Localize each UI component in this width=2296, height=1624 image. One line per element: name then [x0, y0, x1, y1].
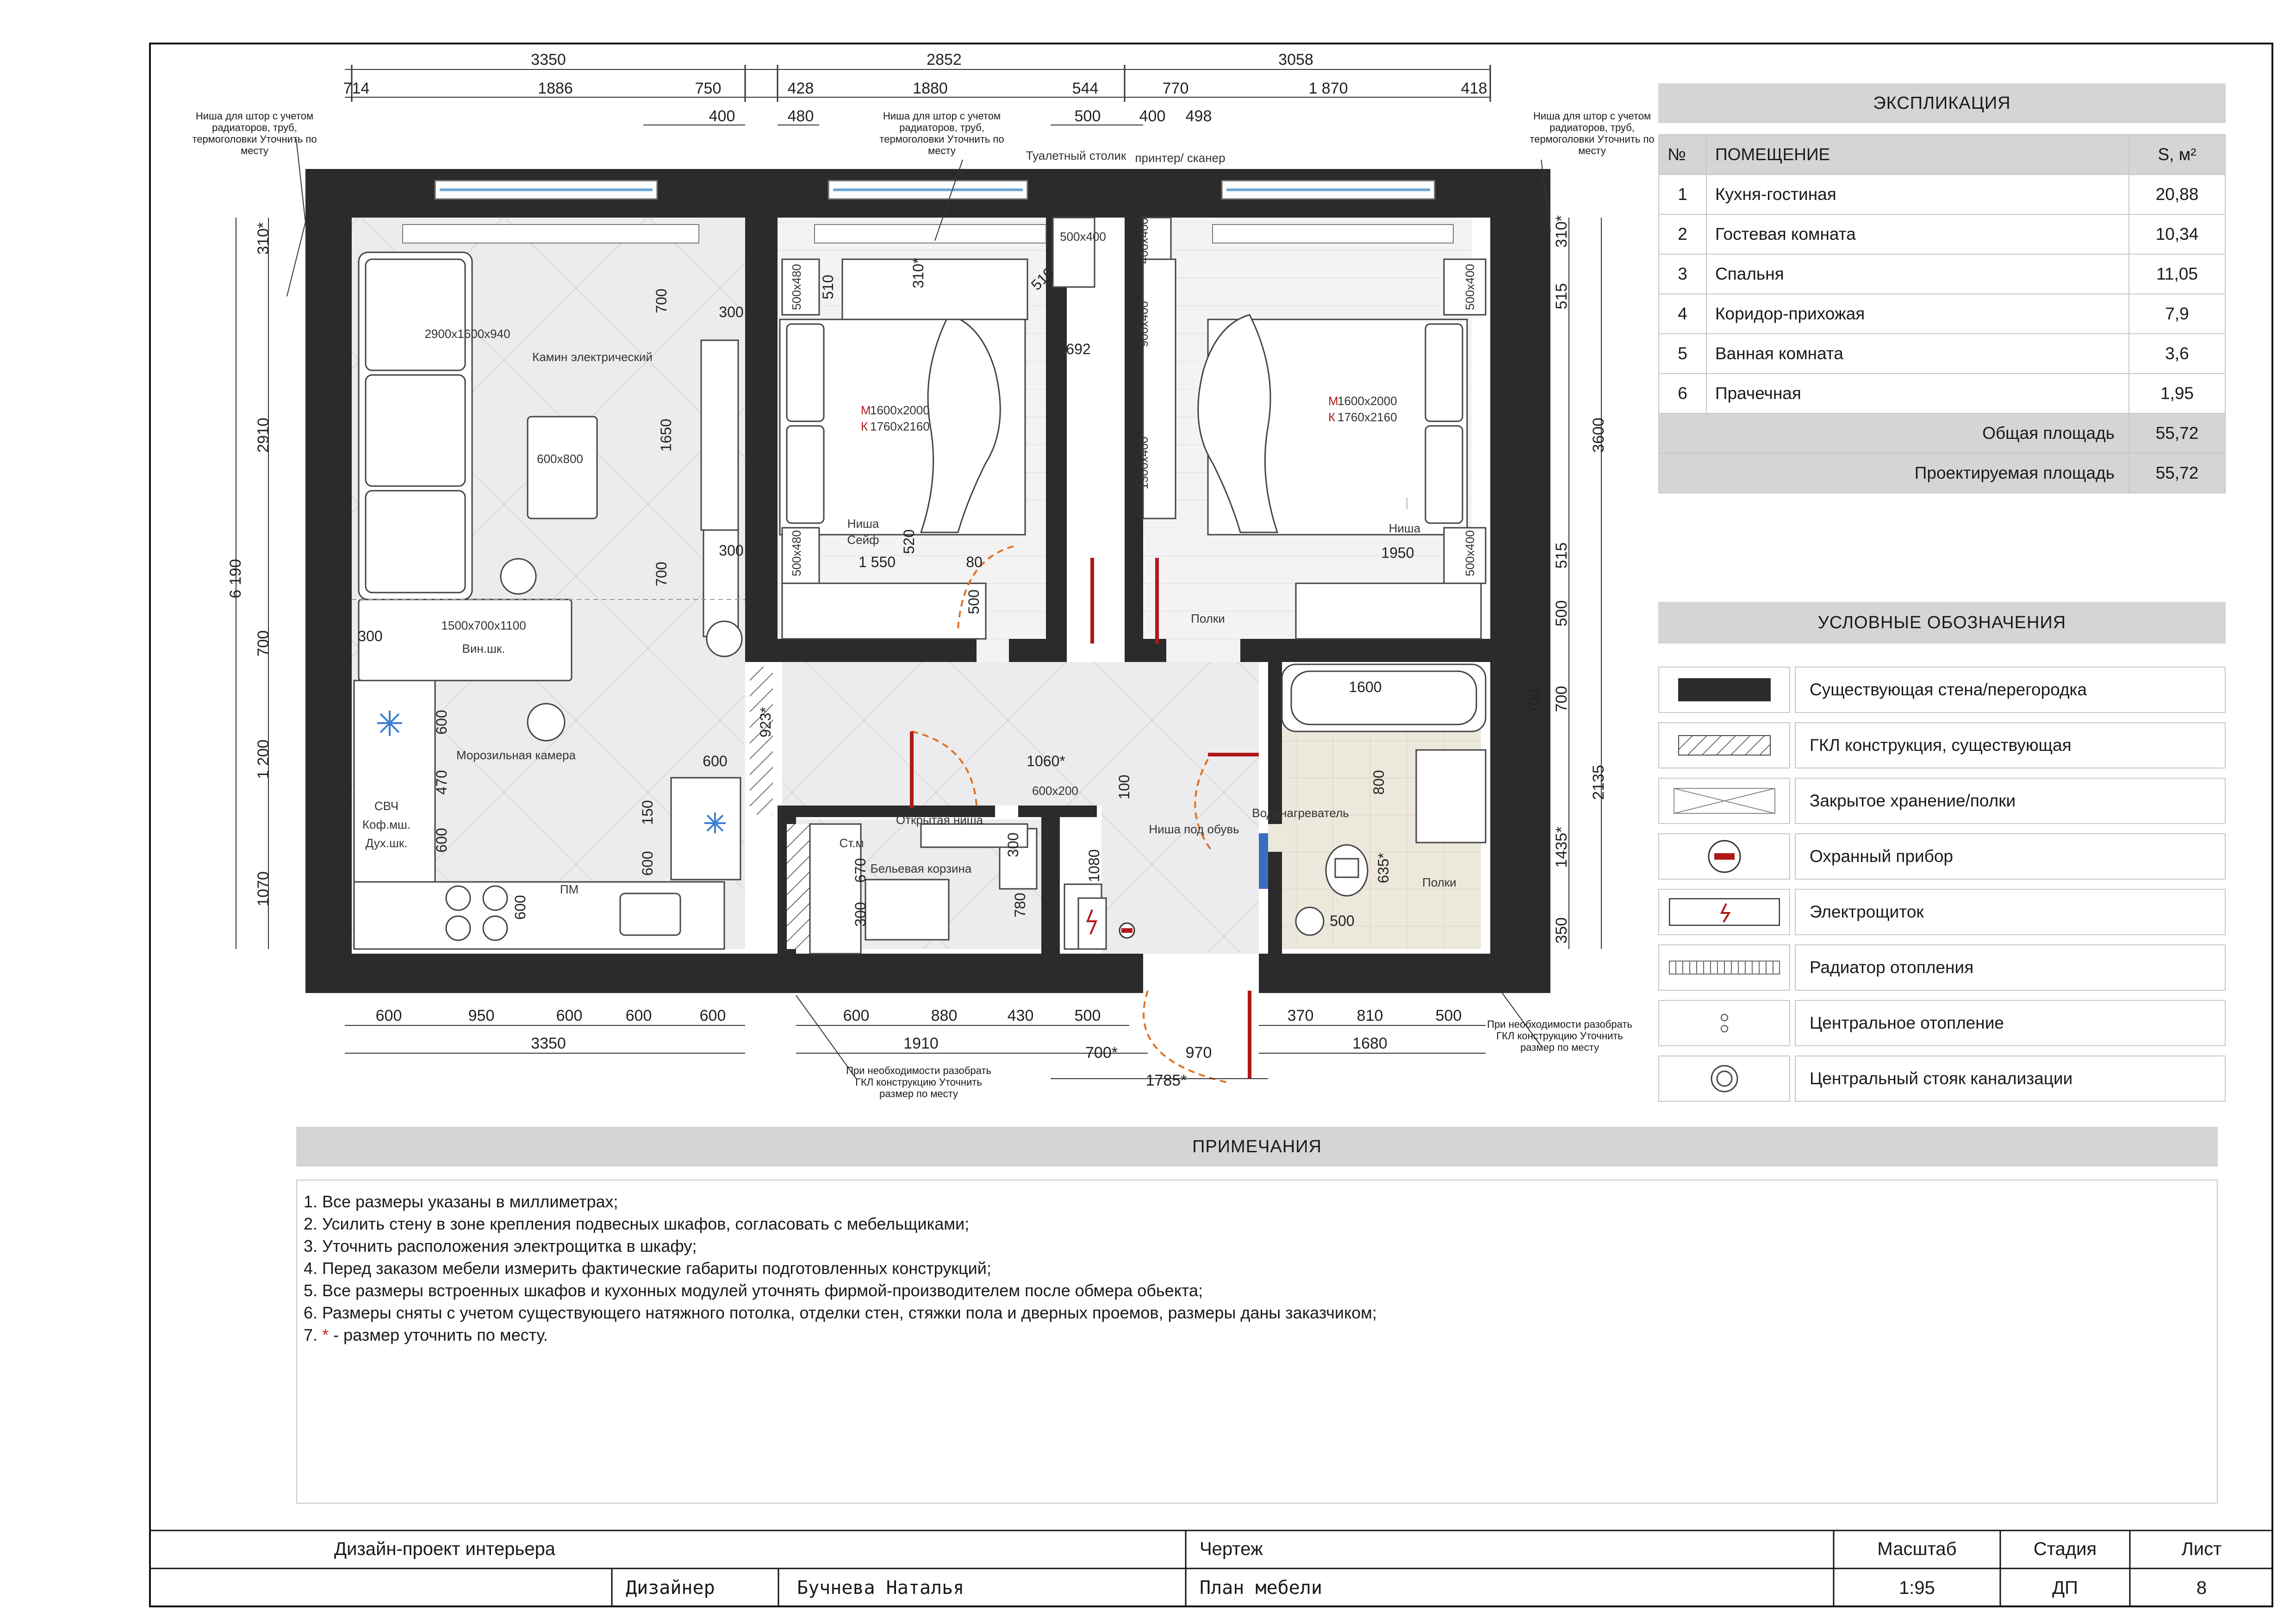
- legend-label: Закрытое хранение/полки: [1795, 778, 2226, 824]
- dimension-label: 6 190: [227, 559, 244, 599]
- freezer: [671, 778, 740, 880]
- design-label: Проектируемая площадь: [1659, 453, 2129, 493]
- dimension-label: 1070: [255, 871, 272, 906]
- col-area: S, м²: [2129, 135, 2225, 175]
- explication-header-row: [1659, 135, 2225, 175]
- explication-title: ЭКСПЛИКАЦИЯ: [1658, 83, 2226, 123]
- row-room: Спальня: [1706, 254, 2129, 294]
- explication-row: [1659, 334, 2225, 374]
- design-row: [1659, 453, 2225, 493]
- dimension-label: 600: [433, 710, 450, 735]
- room-label: 500x480: [790, 264, 803, 310]
- title-block: [149, 1530, 2273, 1607]
- notes-box: [296, 1180, 2218, 1504]
- dimension-label: 1 550: [858, 554, 896, 570]
- row-room: Ванная комната: [1706, 334, 2129, 374]
- fireplace: [701, 340, 738, 530]
- dimension-label: 310*: [910, 258, 927, 288]
- dimension-label: 3600: [1590, 418, 1607, 453]
- dimension-label: 3350: [531, 1035, 566, 1052]
- room-label: Полки: [1191, 612, 1225, 625]
- note-line: 5. Все размеры встроенных шкафов и кухонных модулей уточнять фирмой-производителем после обмера обьекта;: [304, 1281, 1203, 1300]
- room-label: Полки: [1422, 875, 1456, 889]
- dimension-label: 1880: [913, 80, 948, 97]
- dimension-label: 80: [966, 554, 983, 570]
- dimension-label: 500: [1553, 600, 1570, 627]
- scale-label: Масштаб: [1877, 1538, 1957, 1559]
- room-label: Сейф: [847, 533, 879, 547]
- dimension-label: 370: [1287, 1007, 1314, 1024]
- electrical-panel-icon: [1078, 898, 1106, 949]
- room-label: 500x400: [1463, 530, 1477, 576]
- dimension-label: 714: [343, 80, 370, 97]
- row-area: 11,05: [2129, 254, 2225, 294]
- room-label: СВЧ: [374, 799, 399, 813]
- scale-value: 1:95: [1899, 1577, 1935, 1598]
- stage-label: Стадия: [2033, 1538, 2097, 1559]
- stage-value: ДП: [2052, 1577, 2078, 1598]
- room-label: Камин электрический: [532, 350, 653, 364]
- room-label: 500x480: [790, 530, 803, 576]
- legend-item: [1658, 778, 2226, 824]
- dimension-label: 3350: [531, 51, 566, 69]
- dimension-label: 544: [1072, 80, 1099, 97]
- dimension-label: 515: [1553, 283, 1570, 310]
- row-room: Гостевая комната: [1706, 214, 2129, 254]
- dimension-label: 3058: [1278, 51, 1313, 69]
- dimension-label: 430: [1007, 1007, 1034, 1024]
- sink: [1416, 750, 1486, 843]
- legend-item: [1658, 1000, 2226, 1046]
- dimension-label: 500: [1074, 107, 1101, 125]
- room-label: Дух.шк.: [365, 836, 408, 850]
- dimension-label: 700: [653, 288, 670, 313]
- designer-label: Дизайнер: [626, 1577, 715, 1599]
- legend-label: Существующая стена/перегородка: [1795, 667, 2226, 713]
- dimension-label: 400: [709, 107, 735, 125]
- radiators: [403, 225, 1453, 243]
- bed-label-m-value: 1600x2000: [870, 403, 930, 417]
- dimension-label: 515: [1553, 542, 1570, 569]
- legend-item: [1658, 667, 2226, 713]
- room-label: ПМ: [560, 882, 579, 896]
- designer-name: Бучнева Наталья: [797, 1577, 964, 1599]
- dimension-label: 635*: [1375, 853, 1392, 883]
- row-no: 1: [1659, 175, 1706, 214]
- room-label: 600x800: [537, 452, 583, 466]
- legend-item: [1658, 833, 2226, 880]
- legend-label: ГКЛ конструкция, существующая: [1795, 722, 2226, 768]
- room-label: 500x400: [1463, 264, 1477, 310]
- dimension-label: 428: [787, 80, 814, 97]
- room-label: Туалетный столик: [1026, 149, 1126, 162]
- dresser: [1053, 218, 1095, 287]
- bed-label-m: М: [1328, 394, 1338, 408]
- dimension-label: 923*: [757, 707, 774, 737]
- bed-label-k-value: 1760x2160: [870, 419, 930, 433]
- total-label: Общая площадь: [1659, 413, 2129, 453]
- dimension-label: 600: [512, 895, 529, 920]
- dimension-label: 520: [901, 529, 917, 554]
- row-no: 3: [1659, 254, 1706, 294]
- dimension-label: 310*: [1553, 215, 1570, 248]
- room-label: Бельевая корзина: [870, 862, 972, 875]
- bed-label-k-value: 1760x2160: [1338, 410, 1397, 424]
- dimension-label: 700: [1525, 689, 1542, 714]
- explication-row: [1659, 214, 2225, 254]
- wardrobe: [1296, 583, 1481, 639]
- dimension-label: 1886: [538, 80, 573, 97]
- dimension-label: 780: [1012, 893, 1028, 918]
- dimension-label: 2135: [1590, 765, 1607, 800]
- drawing-name: План мебели: [1200, 1577, 1322, 1599]
- row-no: 5: [1659, 334, 1706, 374]
- dimension-label: 480: [787, 107, 814, 125]
- dimension-label: 600: [375, 1007, 402, 1024]
- dimension-label: 800: [1370, 770, 1387, 795]
- dimension-label: 1650: [658, 418, 674, 452]
- project-name: Дизайн-проект интерьера: [334, 1538, 555, 1559]
- central-heating-icon: [1658, 1000, 1790, 1046]
- plant: [707, 621, 742, 656]
- note-line: 6. Размеры сняты с учетом существующего натяжного потолка, отделки стен, стяжки пола и дверных проемов, размеры даны заказчиком;: [304, 1303, 1377, 1322]
- wardrobe: [782, 583, 986, 639]
- dimension-label: 1785*: [1145, 1072, 1187, 1089]
- explication-row: [1659, 175, 2225, 214]
- dimension-label: 300: [852, 902, 869, 927]
- callout-gkl: При необходимости разобрать ГКЛ конструкцию Уточнить размер по месту: [1487, 1018, 1632, 1053]
- existing-wall-icon: [1658, 667, 1790, 713]
- dimension-label: 400: [1139, 107, 1166, 125]
- gkl-wall: [750, 667, 773, 815]
- explication-row: [1659, 374, 2225, 413]
- dimension-label: 510: [820, 275, 836, 300]
- dimension-label: 300: [358, 628, 383, 644]
- row-no: 2: [1659, 214, 1706, 254]
- dimension-label: 600: [556, 1007, 583, 1024]
- dimension-label: 300: [719, 304, 744, 320]
- total-row: [1659, 413, 2225, 453]
- room-label: 1500x700x1100: [441, 618, 526, 632]
- note-7-star: *: [322, 1325, 329, 1344]
- callout-curtain-niche: Ниша для штор с учетом радиаторов, труб, термоголовки Уточнить по месту: [879, 110, 1004, 156]
- dimension-label: 1080: [1086, 849, 1102, 882]
- drawing-label: Чертеж: [1200, 1538, 1263, 1559]
- room-label: Ниша: [847, 517, 879, 531]
- row-room: Кухня-гостиная: [1706, 175, 2129, 214]
- dimension-label: 300: [1005, 832, 1021, 857]
- room-label: принтер/ сканер: [1135, 151, 1226, 165]
- room-label: 400x400: [1137, 218, 1151, 264]
- explication-table: [1658, 134, 2226, 493]
- dimension-label: 700: [1553, 686, 1570, 712]
- room-label: Коф.мш.: [362, 818, 411, 831]
- gkl-wall: [787, 824, 810, 949]
- dimension-label: 150: [639, 800, 656, 825]
- dimension-label: 2852: [927, 51, 962, 69]
- total-value: 55,72: [2129, 413, 2225, 453]
- callout-curtain-niche: Ниша для штор с учетом радиаторов, труб, термоголовки Уточнить по месту: [192, 110, 317, 156]
- room-label: 2900x1600x940: [424, 327, 510, 341]
- explication-row: [1659, 294, 2225, 334]
- security-device-icon: [1658, 833, 1790, 880]
- note-line: 2. Усилить стену в зоне крепления подвесных шкафов, согласовать с мебельщиками;: [304, 1214, 970, 1233]
- dimension-label: 970: [1185, 1044, 1212, 1062]
- dimension-label: 600: [639, 851, 656, 876]
- dimension-label: 310*: [255, 222, 272, 255]
- room-label: 600x200: [1032, 784, 1078, 798]
- dimension-label: 1 870: [1308, 80, 1348, 97]
- room-label: Ниша: [1388, 521, 1421, 535]
- bed-label-k: К: [861, 419, 868, 433]
- legend-title: УСЛОВНЫЕ ОБОЗНАЧЕНИЯ: [1658, 602, 2226, 643]
- dimension-label: 1910: [903, 1035, 939, 1052]
- gkl-hatch-icon: [1658, 722, 1790, 768]
- legend-label: Центральный стояк канализации: [1795, 1056, 2226, 1102]
- dimension-label: 1950: [1381, 544, 1414, 561]
- row-area: 1,95: [2129, 374, 2225, 413]
- dimension-label: 700: [653, 562, 670, 587]
- note-line: [304, 1324, 2210, 1346]
- dimension-label: 498: [1185, 107, 1212, 125]
- electrical-panel-icon: [1658, 889, 1790, 935]
- legend-item: [1658, 1056, 2226, 1102]
- dimension-label: 350: [1553, 917, 1570, 944]
- legend-label: Центральное отопление: [1795, 1000, 2226, 1046]
- dimension-label: 600: [703, 753, 728, 769]
- row-room: Прачечная: [1706, 374, 2129, 413]
- bed-label-m: М: [861, 403, 871, 417]
- legend-item: [1658, 889, 2226, 935]
- dimension-label: 1600: [1349, 679, 1382, 695]
- dimension-label: 810: [1356, 1007, 1383, 1024]
- dimension-label: 500: [1435, 1007, 1462, 1024]
- room-label: Водонагреватель: [1252, 806, 1349, 820]
- legend-item: [1658, 722, 2226, 768]
- legend-label: Электрощиток: [1795, 889, 2226, 935]
- dimension-label: 510: [1027, 264, 1057, 294]
- dimension-label: 600: [699, 1007, 726, 1024]
- dimension-label: 500: [965, 589, 982, 614]
- legend-item: [1658, 944, 2226, 991]
- dimension-label: 600: [433, 828, 450, 853]
- row-area: 3,6: [2129, 334, 2225, 374]
- room-label: Морозильная камера: [456, 748, 576, 762]
- col-room: ПОМЕЩЕНИЕ: [1706, 135, 2129, 175]
- room-label: 1300x400: [1137, 436, 1151, 490]
- dimension-label: 770: [1162, 80, 1189, 97]
- notes-title: ПРИМЕЧАНИЯ: [296, 1127, 2218, 1167]
- dimension-label: 418: [1461, 80, 1487, 97]
- row-area: 10,34: [2129, 214, 2225, 254]
- callout-curtain-niche: Ниша для штор с учетом радиаторов, труб, термоголовки Уточнить по месту: [1530, 110, 1655, 156]
- room-label: Открытая ниша: [896, 813, 983, 827]
- dimension-label: 500: [1074, 1007, 1101, 1024]
- dimension-label: 700: [255, 630, 272, 657]
- dimension-label: 1 200: [255, 739, 272, 779]
- dining-table: [359, 600, 572, 681]
- explication-row: [1659, 254, 2225, 294]
- legend-label: Радиатор отопления: [1795, 944, 2226, 991]
- room-label: Ст.м: [839, 836, 864, 850]
- note-line: 1. Все размеры указаны в миллиметрах;: [304, 1192, 618, 1211]
- dimension-label: 880: [931, 1007, 958, 1024]
- room-label: 500x400: [1060, 230, 1106, 244]
- row-no: 6: [1659, 374, 1706, 413]
- closed-storage-icon: [1658, 778, 1790, 824]
- dimension-label: 470: [433, 770, 450, 795]
- callout-gkl: При необходимости разобрать ГКЛ конструкцию Уточнить размер по месту: [846, 1065, 991, 1099]
- row-area: 20,88: [2129, 175, 2225, 214]
- bed-label-k: К: [1328, 410, 1336, 424]
- note-7-prefix: 7.: [304, 1325, 318, 1344]
- dimension-label: 950: [468, 1007, 495, 1024]
- dimension-label: 500: [1330, 912, 1355, 929]
- corridor-floor: [782, 662, 1259, 806]
- dimension-label: 600: [843, 1007, 870, 1024]
- dimension-label: 2910: [255, 418, 272, 453]
- note-7-text: - размер уточнить по месту.: [329, 1325, 548, 1344]
- radiator-icon: [1658, 944, 1790, 991]
- dimension-label: 1680: [1352, 1035, 1388, 1052]
- note-line: 3. Уточнить расположения электрощитка в шкафу;: [304, 1237, 697, 1255]
- legend-label: Охранный прибор: [1795, 833, 2226, 880]
- dimension-label: 100: [1116, 775, 1132, 800]
- boiler: [1259, 833, 1268, 889]
- sheet-value: 8: [2196, 1577, 2207, 1598]
- note-line: 4. Перед заказом мебели измерить фактические габариты подготовленных конструкций;: [304, 1259, 991, 1278]
- dimension-label: 750: [695, 80, 722, 97]
- bed-label-m-value: 1600x2000: [1338, 394, 1397, 408]
- row-area: 7,9: [2129, 294, 2225, 334]
- room-label: Вин.шк.: [462, 642, 505, 656]
- dimension-label: 600: [625, 1007, 652, 1024]
- dimension-label: 300: [719, 542, 744, 559]
- row-no: 4: [1659, 294, 1706, 334]
- dimension-label: 1060*: [1027, 753, 1065, 769]
- col-no: №: [1659, 135, 1706, 175]
- sheet-label: Лист: [2181, 1538, 2222, 1559]
- room-label: 900x400: [1137, 301, 1151, 347]
- room-label: Ниша под обувь: [1149, 822, 1239, 836]
- row-room: Коридор-прихожая: [1706, 294, 2129, 334]
- dimension-label: 700*: [1085, 1044, 1118, 1062]
- dimension-label: 1435*: [1553, 826, 1570, 868]
- sewer-riser-icon: [1658, 1056, 1790, 1102]
- coffee-table: [528, 417, 597, 518]
- dimension-label: 692: [1066, 341, 1091, 357]
- dimension-label: 670: [852, 858, 869, 883]
- design-value: 55,72: [2129, 453, 2225, 493]
